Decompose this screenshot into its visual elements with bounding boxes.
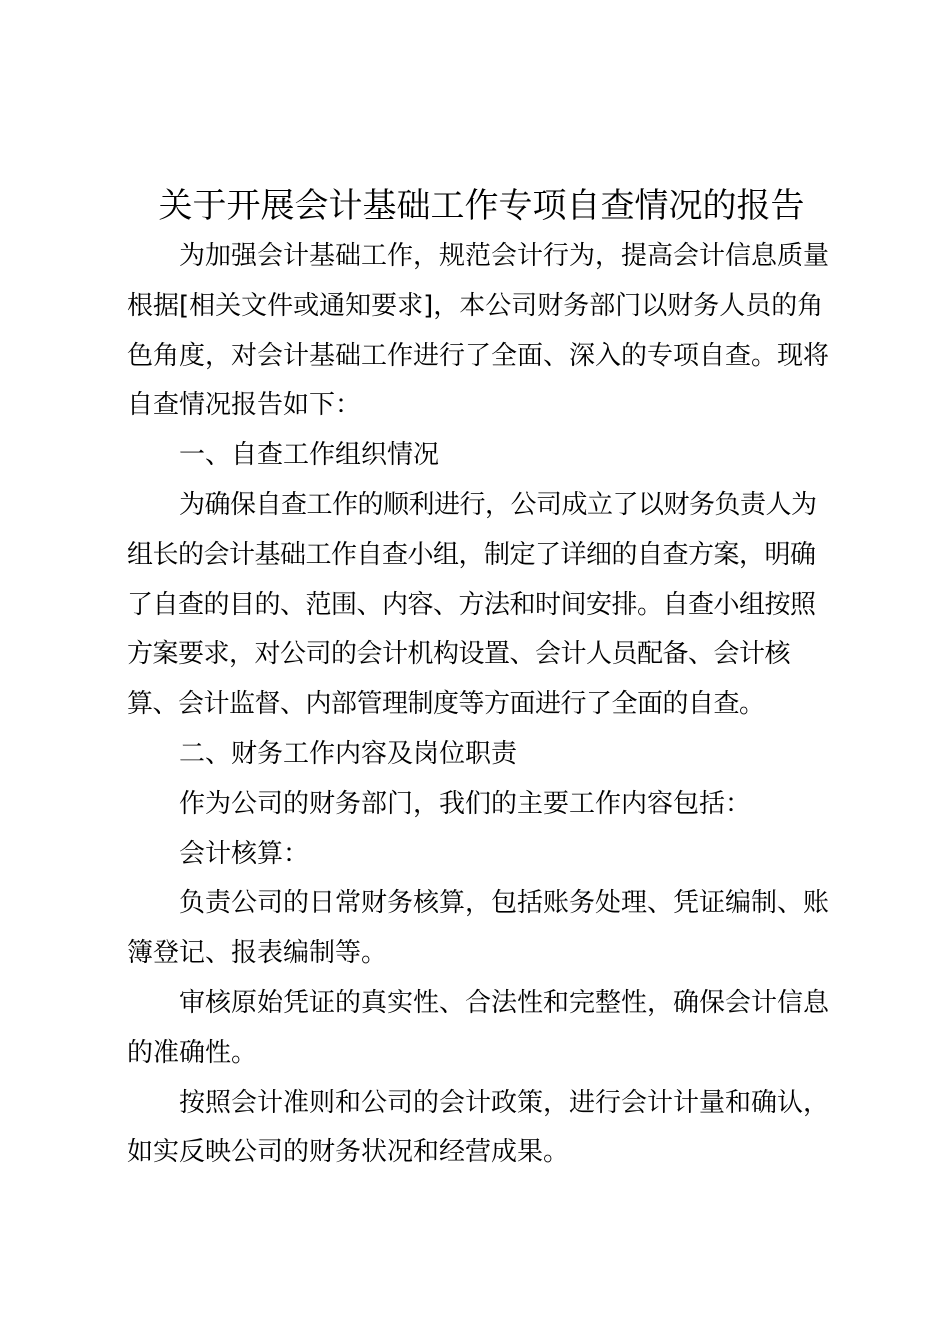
paragraph-daily-accounting: 负责公司的日常财务核算，包括账务处理、凭证编制、账簿登记、报表编制等。 [127,888,830,969]
document-title: 关于开展会计基础工作专项自查情况的报告 [158,186,805,226]
paragraph-work-content: 作为公司的财务部门，我们的主要工作内容包括： [179,788,752,819]
section-heading-1: 一、自查工作组织情况 [179,440,440,471]
subheading-accounting: 会计核算： [179,838,310,869]
paragraph-organization: 为确保自查工作的顺利进行，公司成立了以财务负责人为组长的会计基础工作自查小组，制定了详细的自查方案，明确了自查的目的、范围、内容、方法和时间安排。自查小组按照方案要求，对公司的会计机构设置、会计人员配备、会计核算、会计监督、内部管理制度等方面进行了全面的自查。 [127,489,817,720]
paragraph-voucher-review: 审核原始凭证的真实性、合法性和完整性，确保会计信息的准确性。 [127,987,830,1068]
paragraph-accounting-standards: 按照会计准则和公司的会计政策，进行会计计量和确认，如实反映公司的财务状况和经营成果。 [127,1087,830,1168]
document-body [127,232,837,1178]
paragraph-intro: 为加强会计基础工作，规范会计行为，提高会计信息质量根据[相关文件或通知要求]，本公司财务部门以财务人员的角色角度，对会计基础工作进行了全面、深入的专项自查。现将自查情况报告如下： [127,241,830,421]
section-heading-2: 二、财务工作内容及岗位职责 [179,738,518,769]
